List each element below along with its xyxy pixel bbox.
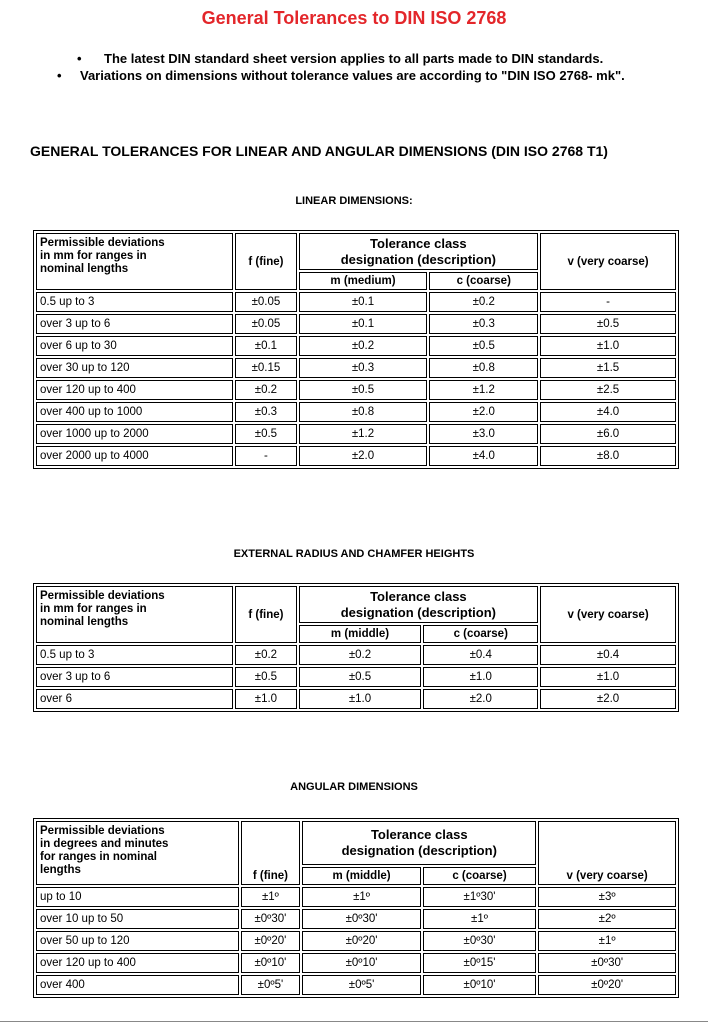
perm-header-line: in mm for ranges in [40,250,147,262]
range-cell: over 30 up to 120 [36,358,233,378]
value-cell: ±0.5 [299,380,428,400]
value-cell: ±1.0 [235,689,296,709]
table-row [36,909,676,929]
value-cell: ±0.8 [299,402,428,422]
value-cell: ±4.0 [540,402,676,422]
value-cell: ±0º10' [241,953,301,973]
value-cell: ±2.0 [423,689,538,709]
radius-table [33,583,679,712]
value-cell: - [540,292,676,312]
value-cell: ±0.4 [540,645,676,665]
perm-header-line: Permissible deviations [40,825,165,837]
value-cell: ±0º10' [423,975,536,995]
coarse-header: c (coarse) [423,625,538,643]
bullet-item [0,50,708,67]
value-cell: ±0º30' [241,909,301,929]
range-cell: over 120 up to 400 [36,380,233,400]
value-cell: ±1º [423,909,536,929]
value-cell: ±0º30' [423,931,536,951]
value-cell: ±0.2 [299,336,428,356]
range-cell: 0.5 up to 3 [36,292,233,312]
bullet-dot: • [77,51,82,66]
table-row [36,402,676,422]
value-cell: ±4.0 [429,446,538,466]
value-cell: ±0.5 [429,336,538,356]
tc-line: designation (description) [341,843,497,858]
table-row [36,645,676,665]
angular-table [33,818,679,998]
perm-header-line: nominal lengths [40,263,129,275]
value-cell: ±0.5 [235,424,296,444]
value-cell: ±0.3 [429,314,538,334]
angular-heading: ANGULAR DIMENSIONS [290,781,418,793]
value-cell: ±2.0 [299,446,428,466]
range-cell: over 50 up to 120 [36,931,239,951]
radius-heading: EXTERNAL RADIUS AND CHAMFER HEIGHTS [233,548,475,560]
value-cell: ±0.1 [299,314,428,334]
coarse-header: c (coarse) [429,272,538,290]
value-cell: ±0º10' [302,953,420,973]
value-cell: ±1.0 [423,667,538,687]
value-cell: ±0.05 [235,314,296,334]
very-coarse-header: v (very coarse) [540,233,676,290]
linear-table [33,230,679,469]
perm-header-line: for ranges in nominal [40,851,157,863]
value-cell: ±0.3 [235,402,296,422]
value-cell: ±1º [302,887,420,907]
value-cell: ±1.5 [540,358,676,378]
bullet-list [0,50,708,84]
medium-header: m (middle) [299,625,422,643]
very-coarse-header: v (very coarse) [540,586,676,643]
value-cell: ±2º [538,909,676,929]
fine-header: f (fine) [235,586,296,643]
perm-header-line: in degrees and minutes [40,838,169,850]
range-cell: over 6 [36,689,233,709]
value-cell: ±0.8 [429,358,538,378]
value-cell: ±0º15' [423,953,536,973]
tc-line: Tolerance class [370,827,468,842]
value-cell: ±8.0 [540,446,676,466]
range-cell: over 120 up to 400 [36,953,239,973]
value-cell: ±0º5' [302,975,420,995]
tc-line: Tolerance class [370,588,467,604]
table-row [36,358,676,378]
value-cell: ±0º20' [241,931,301,951]
value-cell: ±1.0 [299,689,422,709]
value-cell: ±0º30' [302,909,420,929]
value-cell: ±0º20' [302,931,420,951]
range-cell: over 1000 up to 2000 [36,424,233,444]
perm-header [36,586,233,643]
range-cell: 0.5 up to 3 [36,645,233,665]
fine-header: f (fine) [235,233,296,290]
table-row [36,975,676,995]
fine-header: f (fine) [241,821,301,885]
perm-header-line: nominal lengths [40,616,129,628]
value-cell: ±6.0 [540,424,676,444]
perm-header-line: Permissible deviations [40,237,165,249]
table-row [36,931,676,951]
value-cell: ±1.0 [540,336,676,356]
perm-header-line: lengths [40,864,81,876]
value-cell: ±0.15 [235,358,296,378]
value-cell: ±1º30' [423,887,536,907]
value-cell: ±0.4 [423,645,538,665]
value-cell: ±0.2 [235,645,296,665]
table-row [36,953,676,973]
tolerance-class-header [299,586,539,623]
bullet-text: Variations on dimensions without tolerance values are according to "DIN ISO 2768- mk". [80,68,625,83]
value-cell: ±0.3 [299,358,428,378]
range-cell: over 400 [36,975,239,995]
tc-line: designation (description) [340,251,496,267]
value-cell: ±1.2 [429,380,538,400]
table-row [36,336,676,356]
value-cell: ±1.2 [299,424,428,444]
tolerance-class-header [299,233,538,270]
value-cell: ±0.2 [429,292,538,312]
value-cell: ±0.5 [235,667,296,687]
range-cell: over 3 up to 6 [36,314,233,334]
value-cell: ±1.0 [540,667,676,687]
very-coarse-header: v (very coarse) [538,821,676,885]
value-cell: ±2.0 [540,689,676,709]
range-cell: over 2000 up to 4000 [36,446,233,466]
table-row [36,887,676,907]
perm-header-line: Permissible deviations [40,590,165,602]
linear-heading: LINEAR DIMENSIONS: [295,195,413,207]
table-row [36,667,676,687]
value-cell: - [235,446,296,466]
range-cell: over 6 up to 30 [36,336,233,356]
value-cell: ±0.5 [299,667,422,687]
perm-header-line: in mm for ranges in [40,603,147,615]
table-row [36,380,676,400]
value-cell: ±2.5 [540,380,676,400]
tc-line: designation (description) [340,604,496,620]
tc-line: Tolerance class [370,235,467,251]
value-cell: ±2.0 [429,402,538,422]
table-row [36,314,676,334]
value-cell: ±3º [538,887,676,907]
bullet-dot: • [57,68,62,83]
coarse-header: c (coarse) [423,867,536,885]
bullet-text: The latest DIN standard sheet version applies to all parts made to DIN standards. [104,51,604,66]
perm-header [36,233,233,290]
table-row [36,446,676,466]
perm-header [36,821,239,885]
value-cell: ±0º20' [538,975,676,995]
range-cell: over 10 up to 50 [36,909,239,929]
value-cell: ±0.05 [235,292,296,312]
value-cell: ±0º5' [241,975,301,995]
range-cell: up to 10 [36,887,239,907]
medium-header: m (middle) [302,867,420,885]
table-row [36,689,676,709]
range-cell: over 3 up to 6 [36,667,233,687]
page-title: General Tolerances to DIN ISO 2768 [201,8,507,28]
value-cell: ±3.0 [429,424,538,444]
page-bottom-divider [0,1021,708,1022]
main-heading: GENERAL TOLERANCES FOR LINEAR AND ANGULAR DIMENSIONS (DIN ISO 2768 T1) [30,143,608,159]
value-cell: ±0º30' [538,953,676,973]
value-cell: ±0.2 [235,380,296,400]
medium-header: m (medium) [299,272,428,290]
value-cell: ±0.2 [299,645,422,665]
table-row [36,424,676,444]
range-cell: over 400 up to 1000 [36,402,233,422]
value-cell: ±0.1 [235,336,296,356]
value-cell: ±1º [538,931,676,951]
value-cell: ±0.5 [540,314,676,334]
bullet-item [0,67,708,84]
table-row [36,292,676,312]
value-cell: ±0.1 [299,292,428,312]
value-cell: ±1º [241,887,301,907]
tolerance-class-header [302,821,536,865]
